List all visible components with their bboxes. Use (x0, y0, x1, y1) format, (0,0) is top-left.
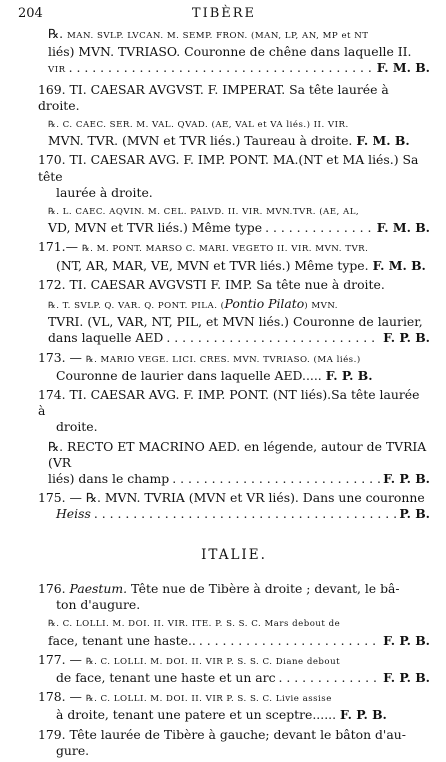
page-number: 204 (18, 6, 43, 21)
entry-173: 173. — ℞. MARIO VEGE. LICI. CRES. MVN. TVRIASO. (MA liés.) Couronne de laurier dans laquelle AED..... F. P. B. (38, 349, 373, 383)
entry-174: 174. TI. CAESAR AVG. F. IMP. PONT. (NT liés).Sa tête laurée à droite. (38, 387, 420, 435)
entry-176: 176. Paestum. Tête nue de Tibère à droite ; devant, le bâ- ton d'augure. (38, 580, 400, 613)
entry-176-reverse: ℞. C. LOLLI. M. DOI. II. VIR. ITE. P. S. S. C. Mars debout de face, tenant une haste.. . . . F. P. B. (38, 616, 430, 648)
entry-174-reverse: ℞. RECTO ET MACRINO AED. en légende, autour de TVRIA (VR liés) dans le champ . . . F. P. B. (38, 439, 430, 488)
entry-reverse: ℞. MAN. SVLP. LVCAN. M. SEMP. FRON. (MAN, LP, AN, MP et NT liés) MVN. TVRIASO. Couronne de chêne dans laquelle II. VIR . . . F. M. B. (38, 26, 430, 79)
entry-172: 172. TI. CAESAR AVGVSTI F. IMP. Sa tête nue à droite. (38, 276, 385, 292)
entry-number: 169. (38, 81, 66, 97)
section-title: ITALIE. (201, 546, 267, 563)
entry-178: 178. — ℞. C. LOLLI. M. DOI. II. VIR P. S. S. C. Livie assise à droite, tenant une patere et un sceptre...... F. P. B. (38, 689, 387, 723)
entry-170-reverse: ℞. L. CAEC. AQVIN. M. CEL. PALVD. II. VIR. MVN.TVR. (AE, AL, VD, MVN et TVR liés.) Même type . . . F. M. B. (38, 204, 430, 236)
entry-169-reverse: ℞. C. CAEC. SER. M. VAL. QVAD. (AE, VAL et VA liés.) II. VIR. MVN. TVR. (MVN et TVR liés.) Taureau à droite. F. M. B. (48, 120, 410, 149)
page-content (38, 26, 430, 762)
entry-171: 171.— ℞. M. PONT. MARSO C. MARI. VEGETO II. VIR. MVN. TVR. (NT, AR, MAR, VE, MVN et TVR liés.) Même type. F. M. B. (38, 239, 426, 273)
page-header (18, 6, 430, 26)
running-title: TIBÈRE (191, 6, 257, 21)
entry-175: 175. — ℞. MVN. TVRIA (MVN et VR liés). Dans une couronne Heiss . . . P. B. (38, 490, 430, 522)
entry-179: 179. Tête laurée de Tibère à gauche; devant le bâton d'au- gure. (38, 726, 406, 758)
entry-172-reverse: ℞. T. SVLP. Q. VAR. Q. PONT. PILA. (Pontio Pilato) MVN. TVRI. (VL, VAR, NT, PIL, et MVN liés.) Couronne de laurier, dans laquelle AED . . . F. P. B. (38, 296, 430, 347)
entry-170: 170. TI. CAESAR AVG. F. IMP. PONT. MA.(NT et MA liés.) Sa tête laurée à droite. (38, 152, 419, 200)
entry-177: 177. — ℞. C. LOLLI. M. DOI. II. VIR P. S. S. C. Diane debout de face, tenant une haste et un arc . . . F. P. B. (38, 652, 430, 686)
entry-169: 169. TI. CAESAR AVGVST. F. IMPERAT. Sa tête laurée à droite. (38, 81, 389, 113)
